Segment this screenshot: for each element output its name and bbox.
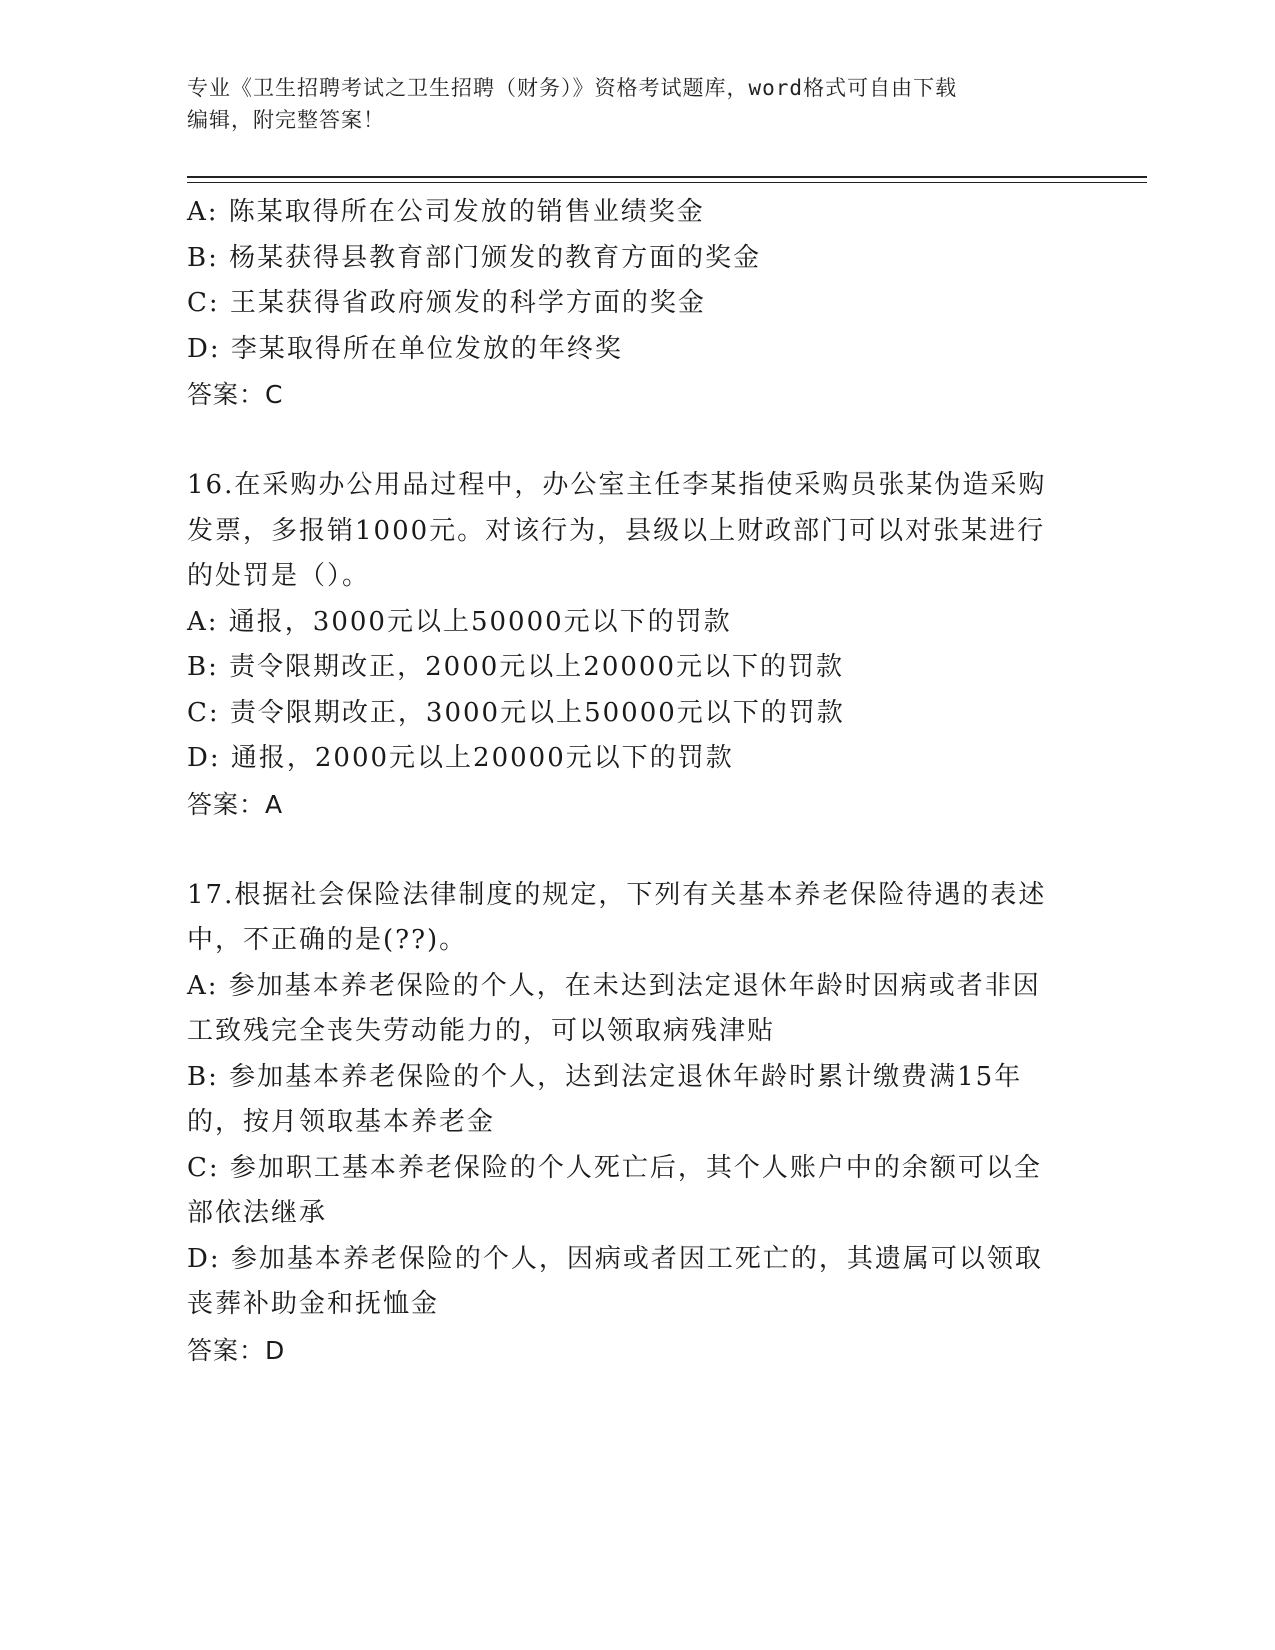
- question-17: [187, 873, 1087, 1374]
- option-d: D: 通报，2000元以上20000元以下的罚款: [187, 743, 734, 773]
- option-a-continued: 工致残完全丧失劳动能力的，可以领取病残津贴: [187, 1016, 776, 1046]
- header-line: 编辑，附完整答案！: [187, 108, 385, 132]
- question-stem-line: 的处罚是（）。: [187, 561, 371, 591]
- option-a: A: 参加基本养老保险的个人，在未达到法定退休年龄时因病或者非因: [187, 970, 1041, 1001]
- spacer: [187, 827, 1087, 873]
- option-a: A: 陈某取得所在公司发放的销售业绩奖金: [187, 197, 705, 227]
- option-b: B: 责令限期改正，2000元以上20000元以下的罚款: [187, 652, 845, 682]
- document-header: [187, 72, 1087, 136]
- answer: 答案：C: [187, 380, 284, 409]
- question-list: [187, 190, 1087, 1373]
- option-b-continued: 的，按月领取基本养老金: [187, 1107, 496, 1137]
- option-c-continued: 部依法继承: [187, 1198, 328, 1228]
- header-divider-thick: [187, 176, 1147, 178]
- option-b: B: 参加基本养老保险的个人，达到法定退休年龄时累计缴费满15年: [187, 1061, 1023, 1092]
- option-d: D: 李某取得所在单位发放的年终奖: [187, 333, 623, 364]
- question-stem-line: 中，不正确的是(??)。: [187, 925, 468, 955]
- question-15: [187, 190, 1087, 418]
- option-c: C: 王某获得省政府颁发的科学方面的奖金: [187, 288, 706, 318]
- option-d-continued: 丧葬补助金和抚恤金: [187, 1289, 440, 1319]
- question-stem-line: 17.根据社会保险法律制度的规定，下列有关基本养老保险待遇的表述: [187, 879, 1047, 910]
- question-16: [187, 463, 1087, 827]
- question-stem-line: 16.在采购办公用品过程中，办公室主任李某指使采购员张某伪造采购: [187, 470, 1047, 500]
- answer: 答案：D: [187, 1335, 286, 1365]
- spacer: [187, 418, 1087, 464]
- option-a: A: 通报，3000元以上50000元以下的罚款: [187, 606, 732, 637]
- option-b: B: 杨某获得县教育部门颁发的教育方面的奖金: [187, 242, 762, 273]
- question-stem-line: 发票，多报销1000元。对该行为，县级以上财政部门可以对张某进行: [187, 515, 1046, 546]
- option-c: C: 责令限期改正，3000元以上50000元以下的罚款: [187, 697, 845, 728]
- header-divider-thin: [187, 182, 1147, 183]
- option-c: C: 参加职工基本养老保险的个人死亡后，其个人账户中的余额可以全: [187, 1152, 1042, 1183]
- option-d: D: 参加基本养老保险的个人，因病或者因工死亡的，其遗属可以领取: [187, 1243, 1043, 1274]
- answer: 答案：A: [187, 789, 284, 819]
- header-line: 专业《卫生招聘考试之卫生招聘（财务）》资格考试题库，word格式可自由下载: [187, 76, 958, 100]
